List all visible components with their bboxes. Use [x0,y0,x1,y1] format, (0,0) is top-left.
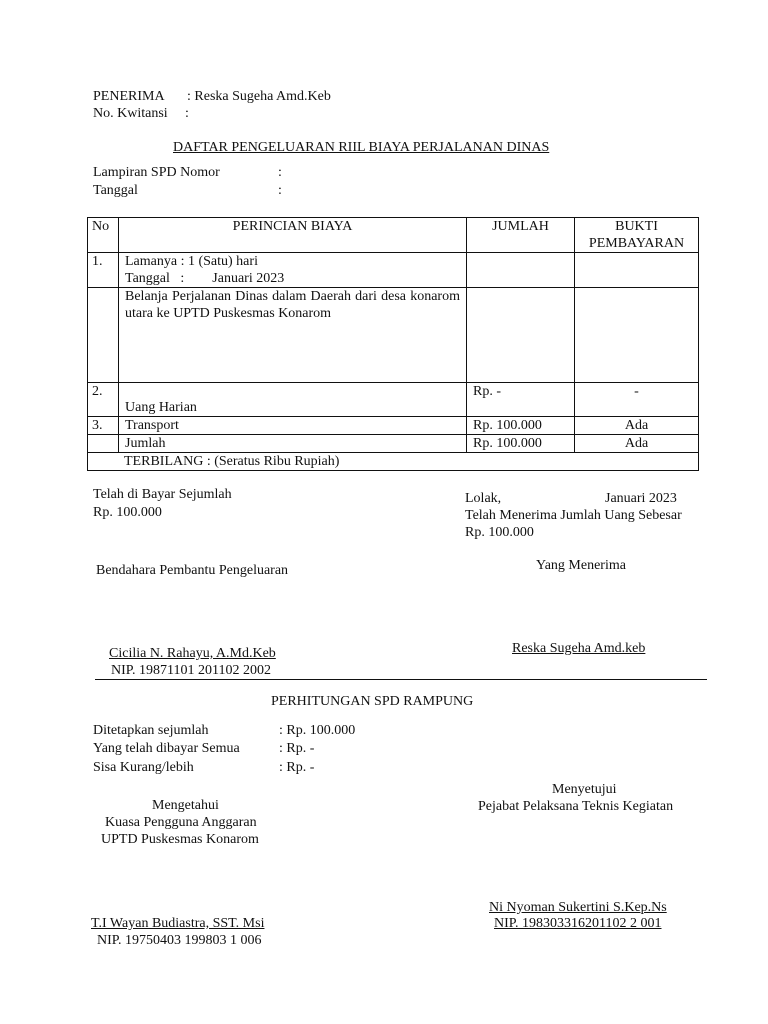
row1-jumlah [467,253,575,288]
row2-no: 2. [88,383,119,417]
mengetahui-role: Kuasa Pengguna Anggaran [105,815,257,830]
bendahara-nip: NIP. 19871101 201102 2002 [111,663,271,678]
perhitungan-title: PERHITUNGAN SPD RAMPUNG [271,694,474,709]
paid-amount: Rp. 100.000 [93,505,162,520]
bendahara-name: Cicilia N. Rahayu, A.Md.Keb [109,646,276,661]
row1-lamanya: Lamanya : 1 (Satu) hari [125,254,258,269]
table-row [88,417,699,435]
paid-text: Telah di Bayar Sejumlah [93,487,232,502]
date-text: Januari 2023 [605,491,677,506]
perhitungan-value: : Rp. 100.000 [279,723,356,738]
row3-no: 3. [88,417,119,435]
received-amount: Rp. 100.000 [465,525,534,540]
mengetahui-name: T.I Wayan Budiastra, SST. Msi [91,916,265,931]
penerima-label: PENERIMA [93,89,165,104]
row1-desc [119,253,467,288]
row1-belanja: Belanja Perjalanan Dinas dalam Daerah dari desa konarom utara ke UPTD Puskesmas Konarom [119,288,467,383]
lampiran-spd-label: Lampiran SPD Nomor [93,165,220,180]
jumlah-bukti: Ada [575,435,699,453]
lampiran-tanggal-label: Tanggal [93,183,138,198]
mengetahui-nip: NIP. 19750403 199803 1 006 [97,933,262,948]
perhitungan-value: : Rp. - [279,741,315,756]
table-row [88,383,699,417]
document-title: DAFTAR PENGELUARAN RIIL BIAYA PERJALANAN DINAS [173,140,550,155]
header-no: No [88,218,119,253]
perhitungan-label: Yang telah dibayar Semua [93,741,240,756]
lampiran-tanggal-value: : [278,183,282,198]
terbilang-text: TERBILANG : (Seratus Ribu Rupiah) [88,453,699,471]
table-row [88,288,699,383]
jumlah-value: Rp. 100.000 [467,435,575,453]
row1-tanggal: Tanggal : Januari 2023 [125,271,285,286]
row3-desc: Transport [119,417,467,435]
row2-jumlah: Rp. - [467,383,575,417]
kwitansi-label: No. Kwitansi [93,106,168,121]
table-header-row [88,218,699,253]
menyetujui-label: Menyetujui [552,782,617,797]
penerima-value: : Reska Sugeha Amd.Keb [187,89,331,104]
lampiran-spd-value: : [278,165,282,180]
row3-bukti: Ada [575,417,699,435]
mengetahui-label: Mengetahui [152,798,219,813]
header-perincian: PERINCIAN BIAYA [119,218,467,253]
penerima-role: Yang Menerima [536,558,626,573]
row3-jumlah: Rp. 100.000 [467,417,575,435]
mengetahui-unit: UPTD Puskesmas Konarom [101,832,259,847]
row1-no: 1. [88,253,119,288]
header-jumlah: JUMLAH [467,218,575,253]
row1-bukti [575,253,699,288]
row2-desc: Uang Harian [119,383,467,417]
perhitungan-label: Sisa Kurang/lebih [93,760,194,775]
perincian-table [87,217,699,471]
table-row [88,435,699,453]
menyetujui-nip: NIP. 198303316201102 2 001 [494,916,662,931]
bendahara-role: Bendahara Pembantu Pengeluaran [96,563,289,578]
row2-bukti: - [575,383,699,417]
menyetujui-role: Pejabat Pelaksana Teknis Kegiatan [478,799,674,814]
table-row [88,253,699,288]
kwitansi-value: : [185,106,189,121]
terbilang-row [88,453,699,471]
place-text: Lolak, [465,491,502,506]
penerima-name: Reska Sugeha Amd.keb [512,641,646,656]
divider [95,679,707,680]
menyetujui-name: Ni Nyoman Sukertini S.Kep.Ns [489,900,667,915]
jumlah-desc: Jumlah [119,435,467,453]
perhitungan-value: : Rp. - [279,760,315,775]
perhitungan-label: Ditetapkan sejumlah [93,723,209,738]
header-bukti: BUKTI PEMBAYARAN [575,218,699,253]
received-text: Telah Menerima Jumlah Uang Sebesar [465,508,682,523]
